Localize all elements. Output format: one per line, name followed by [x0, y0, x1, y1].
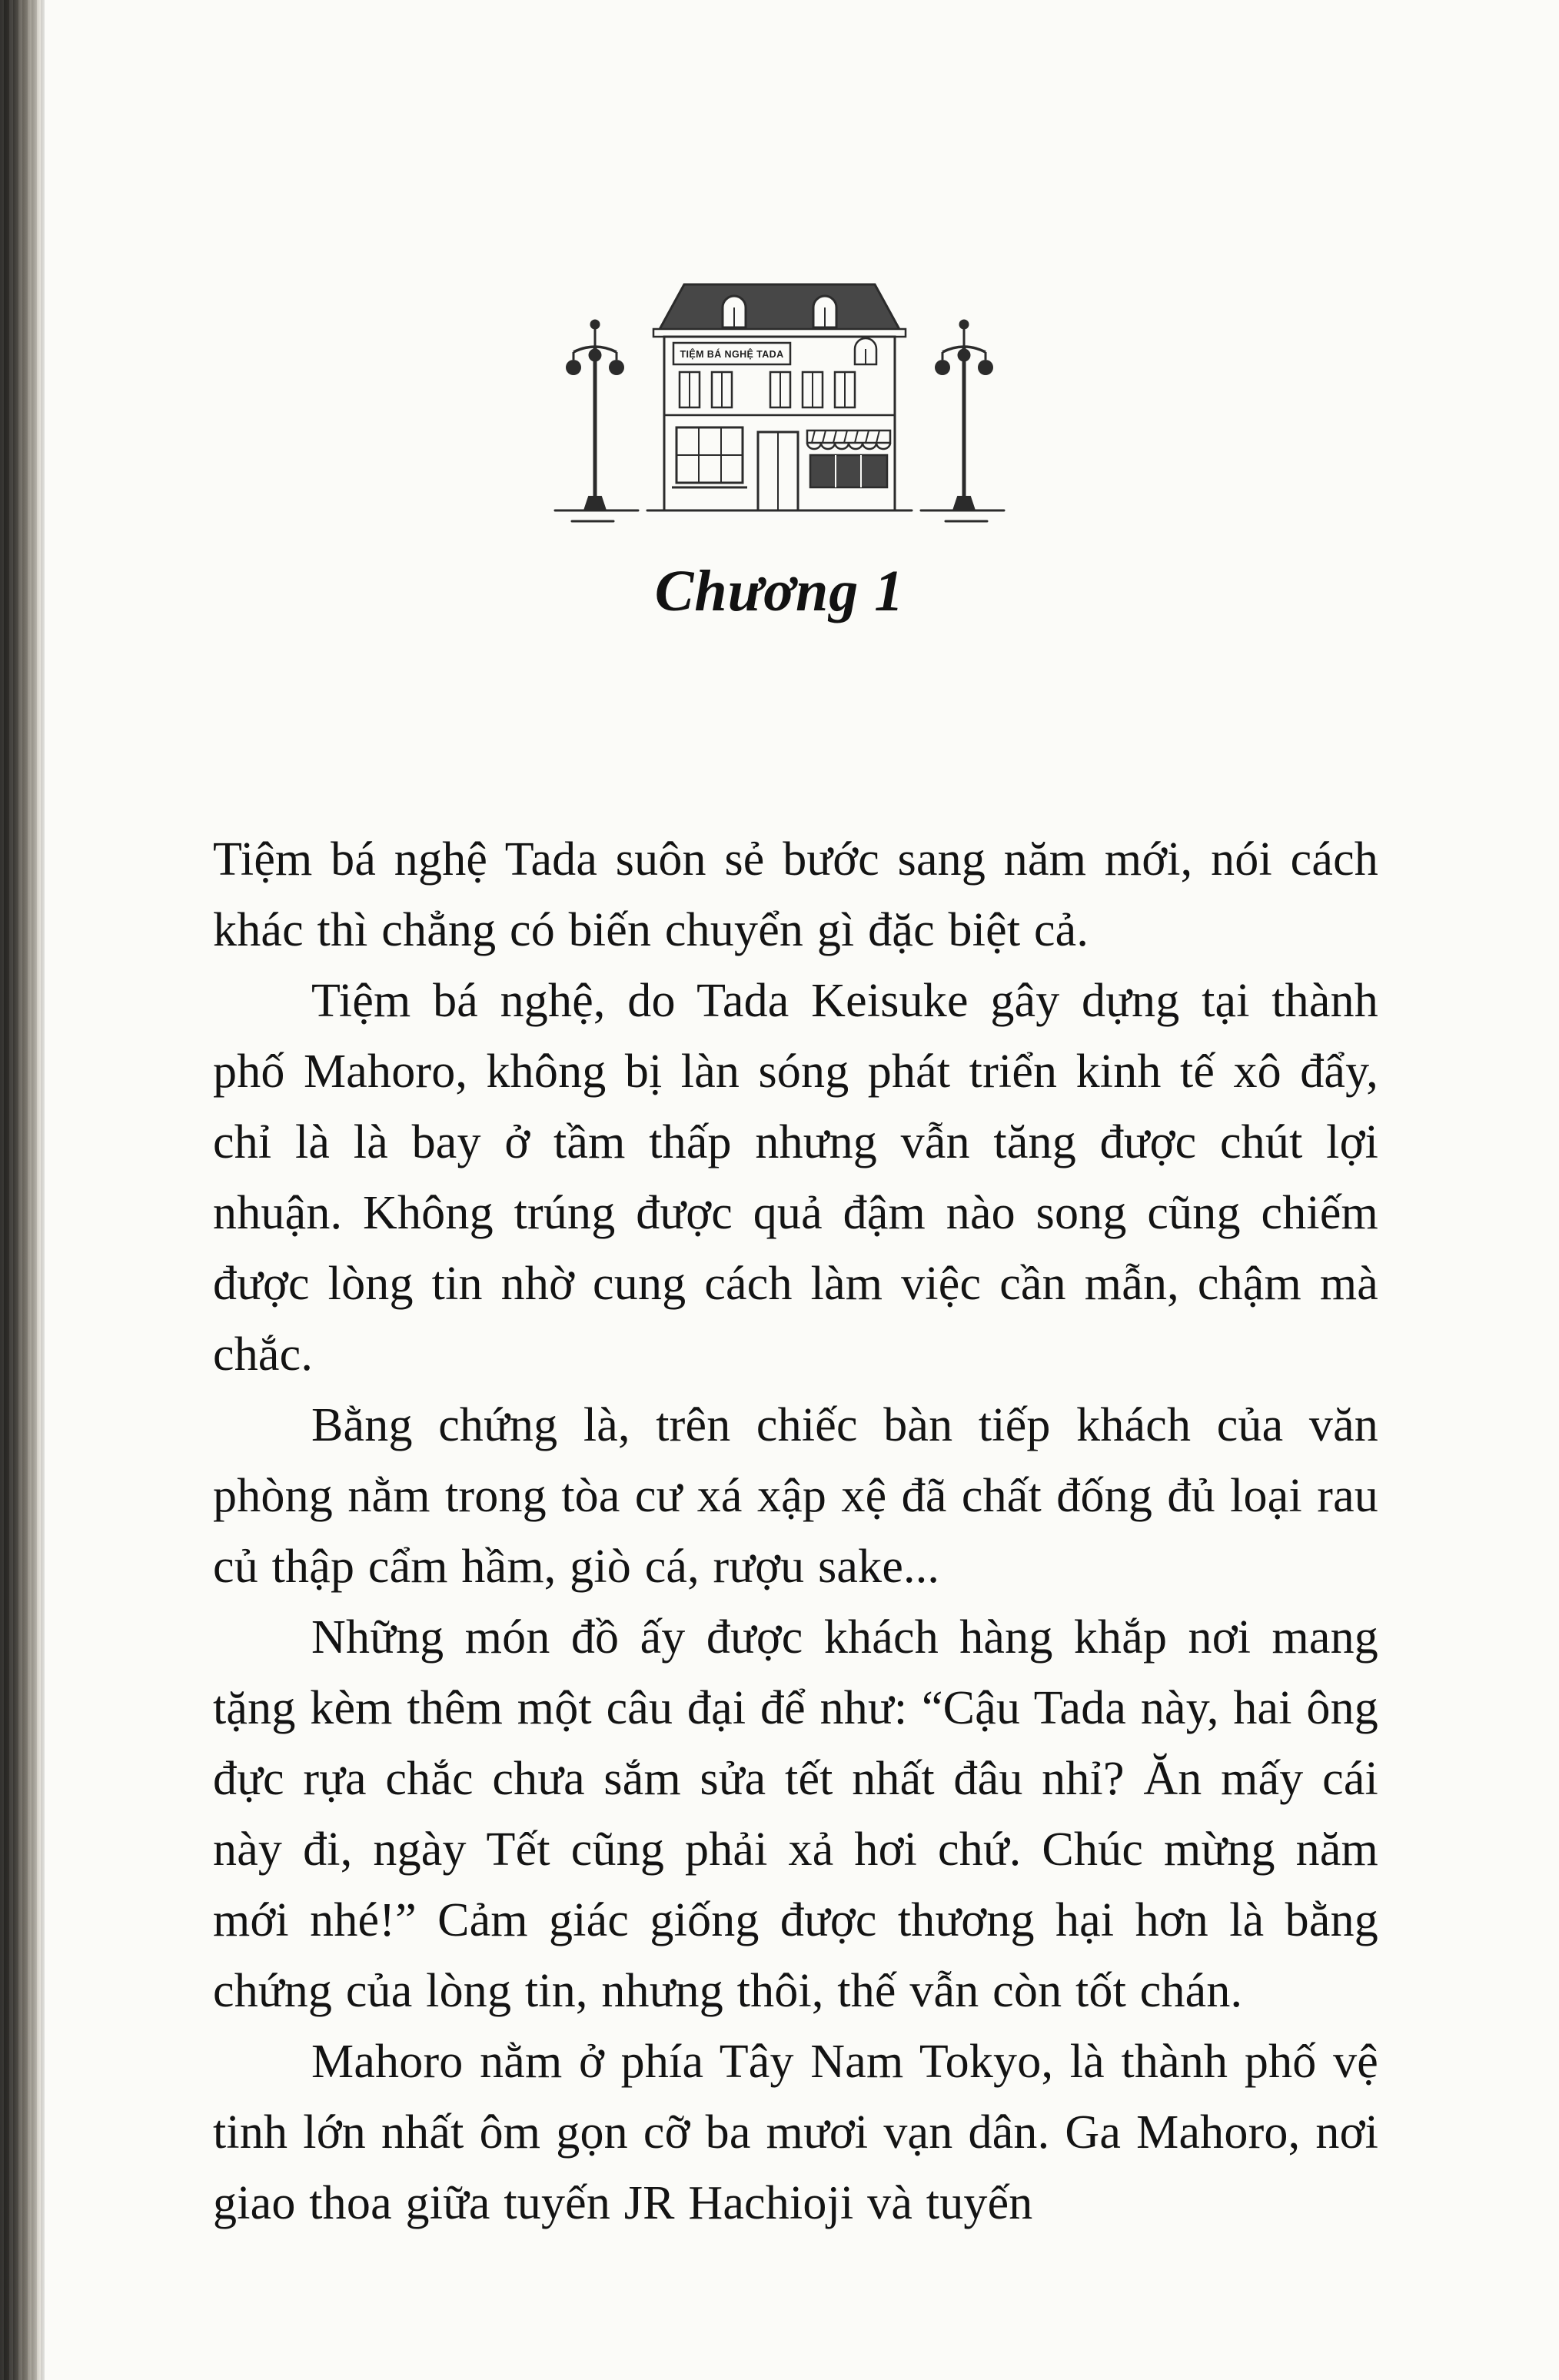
paragraph-5: Mahoro nằm ở phía Tây Nam Tokyo, là thành phố vệ tinh lớn nhất ôm gọn cỡ ba mươi vạn dân. Ga Mahoro, nơi giao thoa giữa tuyến JR Hachioji và tuyến: [213, 2036, 1378, 2229]
awning: [807, 430, 890, 449]
street-lamp-left-icon: [566, 320, 624, 511]
storefront-window: [810, 455, 887, 487]
chapter-title: Chương 1: [654, 559, 905, 623]
ground-lines: [555, 510, 1004, 521]
body-text: [213, 824, 1378, 2239]
shop-sign-text: TIỆM BÁ NGHỆ TADA: [680, 349, 784, 360]
paragraph-1: Tiệm bá nghệ Tada suôn sẻ bước sang năm mới, nói cách khác thì chẳng có biến chuyển gì đặc biệt cả.: [213, 833, 1378, 956]
roof: [658, 284, 901, 332]
shop-illustration: [549, 271, 1010, 538]
shop-door: [753, 432, 803, 510]
shop-building: [653, 284, 906, 510]
paragraph-4: Những món đồ ấy được khách hàng khắp nơi mang tặng kèm thêm một câu đại để như: “Cậu Tada này, hai ông đực rựa chắc chưa sắm sửa tết nhất đâu nhỉ? Ăn mấy cái này đi, ngày Tết cũng phải xả hơi chứ. Chúc mừng năm mới nhé!” Cảm giác giống được thương hại hơn là bằng chứng của lòng tin, nhưng thôi, thế vẫn còn tốt chán.: [213, 1611, 1378, 2017]
paragraph-2: Tiệm bá nghệ, do Tada Keisuke gây dựng tại thành phố Mahoro, không bị làn sóng phát triển kinh tế xô đẩy, chỉ là là bay ở tầm thấp nhưng vẫn tăng được chút lợi nhuận. Không trúng được quả đậm nào song cũng chiếm được lòng tin nhờ cung cách làm việc cần mẫn, chậm mà chắc.: [213, 975, 1378, 1381]
scan-gutter-shadow: [0, 0, 45, 2380]
paragraph-3: Bằng chứng là, trên chiếc bàn tiếp khách của văn phòng nằm trong tòa cư xá xập xệ đã chất đống đủ loại rau củ thập cẩm hầm, giò cá, rượu sake...: [213, 1399, 1378, 1593]
street-lamp-right-icon: [935, 320, 993, 511]
ground-floor-window: [672, 427, 747, 487]
shop-sign: [673, 343, 790, 364]
